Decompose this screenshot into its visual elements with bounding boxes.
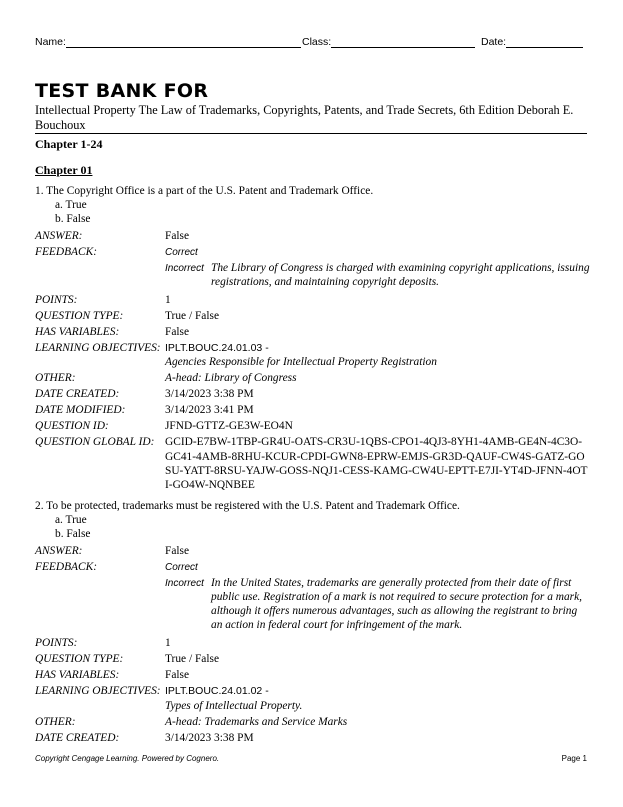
points-label: POINTS: xyxy=(35,637,78,650)
question-stem: 2. To be protected, trademarks must be registered with the U.S. Patent and Trademark Office. xyxy=(35,500,460,512)
date-modified-value: 3/14/2023 3:41 PM xyxy=(165,404,254,417)
option-b[interactable]: b. False xyxy=(55,213,91,226)
feedback-incorrect-text: The Library of Congress is charged with examining copyright applications, issuing registrations, and maintaining copyright deposits. xyxy=(211,261,590,288)
name-label: Name: xyxy=(35,36,66,48)
date-created-label: DATE CREATED: xyxy=(35,388,120,401)
name-blank[interactable] xyxy=(66,36,301,48)
book-subtitle: Intellectual Property The Law of Trademarks, Copyrights, Patents, and Trade Secrets, 6th Edition Deborah E. Bouchoux xyxy=(35,103,574,132)
question-2 xyxy=(35,499,590,747)
answer-label: ANSWER: xyxy=(35,544,83,557)
option-b[interactable]: b. False xyxy=(55,528,91,541)
has-variables-value: False xyxy=(165,326,190,339)
feedback-correct-tag: Correct xyxy=(165,561,198,573)
answer-label: ANSWER: xyxy=(35,229,83,242)
question-id-value: JFND-GTTZ-GE3W-EO4N xyxy=(165,420,293,433)
points-value: 1 xyxy=(165,637,171,650)
feedback-label: FEEDBACK: xyxy=(35,245,98,258)
chapter-heading: Chapter 01 xyxy=(35,163,93,177)
learning-objective-code: IPLT.BOUC.24.01.03 - xyxy=(165,342,269,355)
learning-objectives-label: LEARNING OBJECTIVES: xyxy=(35,685,161,698)
other-label: OTHER: xyxy=(35,715,76,728)
has-variables-value: False xyxy=(165,669,190,682)
chapter-range: Chapter 1-24 xyxy=(35,137,103,151)
name-field[interactable] xyxy=(35,36,301,48)
date-created-label: DATE CREATED: xyxy=(35,731,120,744)
other-value: A-head: Library of Congress xyxy=(165,372,297,385)
date-created-value: 3/14/2023 3:38 PM xyxy=(165,388,254,401)
points-label: POINTS: xyxy=(35,294,78,307)
learning-objectives-label: LEARNING OBJECTIVES: xyxy=(35,342,161,355)
has-variables-label: HAS VARIABLES: xyxy=(35,326,120,339)
question-stem: 1. The Copyright Office is a part of the U.S. Patent and Trademark Office. xyxy=(35,185,374,197)
learning-objective-text: Types of Intellectual Property. xyxy=(165,699,303,712)
other-value: A-head: Trademarks and Service Marks xyxy=(165,715,348,728)
has-variables-label: HAS VARIABLES: xyxy=(35,669,120,682)
question-1 xyxy=(35,184,590,492)
page-number: Page 1 xyxy=(561,754,587,763)
question-global-id-value: GCID-E7BW-1TBP-GR4U-OATS-CR3U-1QBS-CPO1-4QJ3-8YH1-4AMB-GE4N-4C3O-GC41-4AMB-8RHU-KCUR-CPDI-GWN8-EPRW-EMJS-GR3D-QAUF-CW4S-GATZ-GOSU-YATT-8RSU-YAJW-GOSS-NQJ1-CESS-KAMG-CW4U-EPTT-E7JI-YT4D-JFNN-4OTI-GO4W-NQNBEE xyxy=(165,436,588,492)
class-field[interactable] xyxy=(302,36,475,48)
feedback-incorrect-text: In the United States, trademarks are generally protected from their date of first public use. Registration of a mark is not required to secure protection for a mark, although it offers numerous advantages, such as allowing the registrant to bring an action in federal court for infringement of the mark. xyxy=(211,576,582,632)
title-divider xyxy=(35,133,587,134)
question-type-label: QUESTION TYPE: xyxy=(35,653,124,666)
points-value: 1 xyxy=(165,294,171,307)
option-a[interactable]: a. True xyxy=(55,514,87,527)
answer-value: False xyxy=(165,229,190,242)
answer-value: False xyxy=(165,544,190,557)
question-global-id-label: QUESTION GLOBAL ID: xyxy=(35,436,155,449)
question-id-label: QUESTION ID: xyxy=(35,420,109,433)
date-modified-label: DATE MODIFIED: xyxy=(35,404,126,417)
date-blank[interactable] xyxy=(506,36,583,48)
class-label: Class: xyxy=(302,36,332,48)
other-label: OTHER: xyxy=(35,372,76,385)
feedback-label: FEEDBACK: xyxy=(35,560,98,573)
feedback-correct-tag: Correct xyxy=(165,246,198,258)
date-label: Date: xyxy=(481,36,507,48)
question-type-value: True / False xyxy=(165,653,220,666)
learning-objective-text: Agencies Responsible for Intellectual Property Registration xyxy=(165,356,437,369)
feedback-incorrect-tag: Incorrect xyxy=(165,262,204,274)
learning-objective-code: IPLT.BOUC.24.01.02 - xyxy=(165,685,269,698)
copyright-notice: Copyright Cengage Learning. Powered by Cognero. xyxy=(35,754,220,763)
feedback-incorrect-tag: Incorrect xyxy=(165,577,204,589)
date-created-value: 3/14/2023 3:38 PM xyxy=(165,731,254,744)
worksheet-header xyxy=(35,36,587,52)
page-title: TEST BANK FOR xyxy=(35,80,209,102)
question-type-label: QUESTION TYPE: xyxy=(35,310,124,323)
class-blank[interactable] xyxy=(331,36,475,48)
option-a[interactable]: a. True xyxy=(55,199,87,212)
question-type-value: True / False xyxy=(165,310,220,323)
date-field[interactable] xyxy=(481,36,583,48)
